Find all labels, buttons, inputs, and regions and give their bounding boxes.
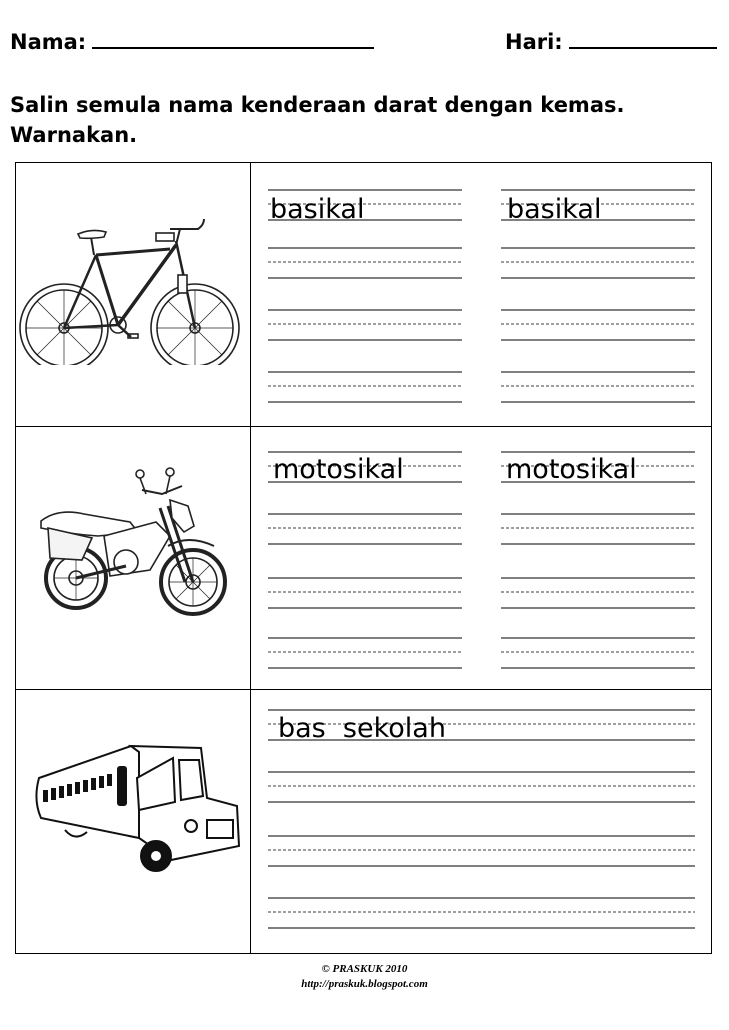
model-word-motosikal-left: motosikal — [273, 454, 404, 485]
name-field[interactable] — [10, 30, 374, 54]
day-blank[interactable] — [569, 43, 717, 49]
model-word-basikal-right: basikal — [507, 194, 602, 225]
day-field[interactable] — [505, 30, 717, 54]
motorcycle-drawing — [38, 466, 233, 626]
bicycle-drawing — [18, 215, 246, 365]
name-blank[interactable] — [92, 43, 374, 49]
row-divider — [16, 426, 711, 427]
name-label: Nama: — [10, 30, 87, 54]
day-label: Hari: — [505, 30, 563, 54]
instruction-line-1: Salin semula nama kenderaan darat dengan kemas. — [10, 93, 625, 117]
footer-copyright: © PRASKUK 2010 — [321, 963, 408, 975]
model-word-basikal-left: basikal — [270, 194, 365, 225]
instruction-line-2: Warnakan. — [10, 123, 138, 147]
model-word-motosikal-right: motosikal — [506, 454, 637, 485]
model-word-bas-sekolah: bas sekolah — [278, 713, 446, 744]
school-bus-drawing — [31, 738, 243, 883]
column-divider — [250, 163, 251, 953]
worksheet-table — [15, 162, 712, 954]
row-divider — [16, 689, 711, 690]
footer-url: http://praskuk.blogspot.com — [301, 978, 428, 990]
instruction-text — [10, 90, 624, 150]
